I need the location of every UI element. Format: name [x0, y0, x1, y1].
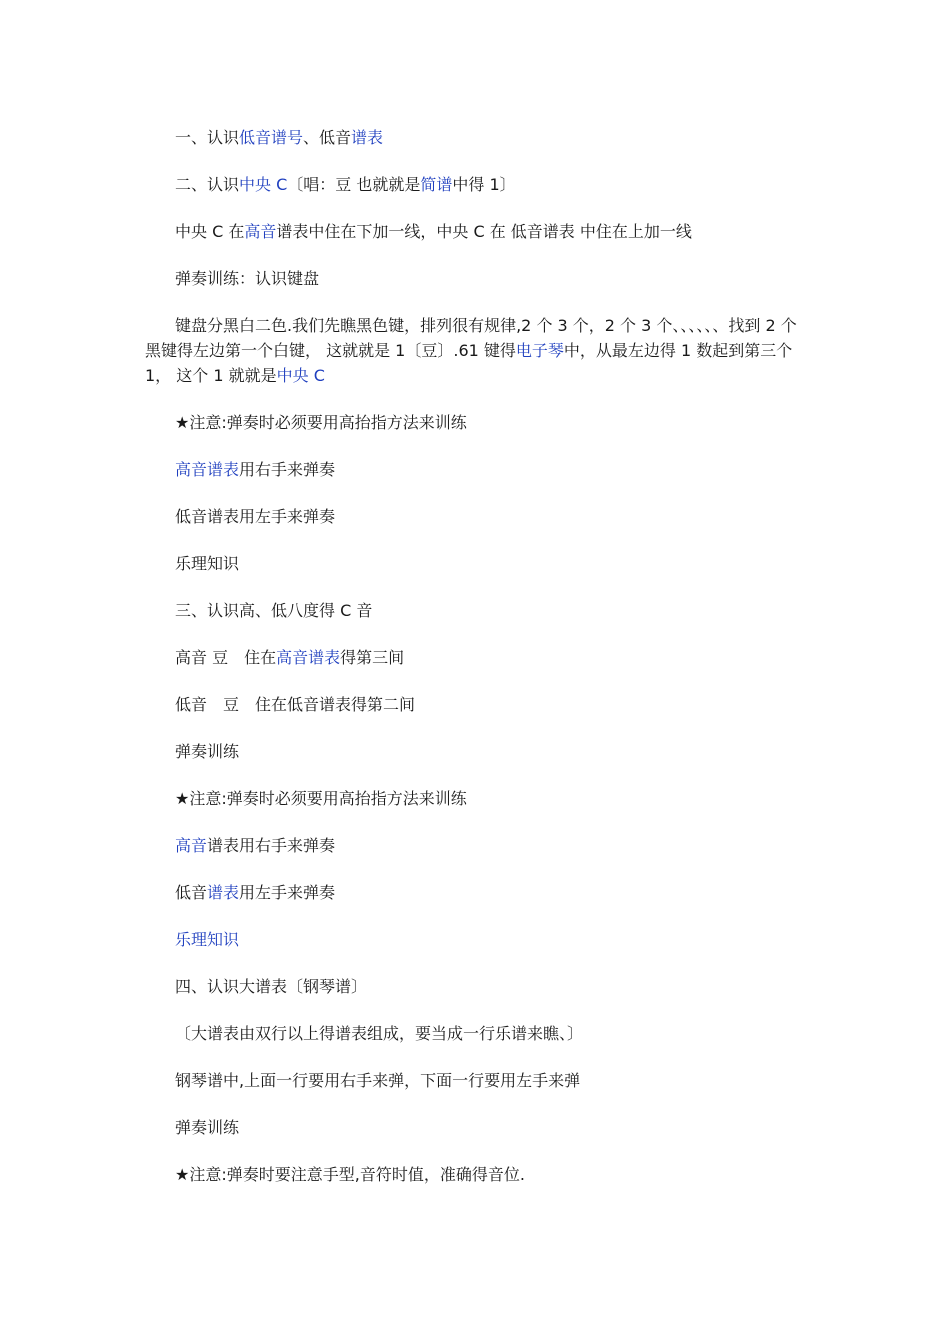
text-run: 四、认识大谱表〔钢琴谱〕 [175, 977, 368, 996]
link-bass-clef[interactable]: 低音谱号 [239, 128, 304, 147]
text-run: 〔唱：豆 也就就是 [287, 175, 421, 194]
paragraph-3 [145, 219, 807, 244]
text-run: 〔大谱表由双行以上得谱表组成，要当成一行乐谱来瞧、〕 [175, 1024, 584, 1043]
text-run: 二、认识 [175, 175, 240, 194]
text-run: 中得 1〕 [452, 175, 516, 194]
link-staff[interactable]: 谱表 [351, 128, 384, 147]
paragraph-20 [145, 1068, 807, 1093]
text-run: 用右手来弹奏 [239, 460, 336, 479]
text-run: 低音 豆 住在低音谱表得第二间 [175, 695, 416, 714]
text-run: 得第三间 [340, 648, 405, 667]
paragraph-22 [145, 1162, 807, 1187]
text-run: 中，从最左边得 1 数起到第三个 1， 这个 1 就就是 [145, 341, 798, 385]
text-run: 弹奏训练 [175, 742, 240, 761]
text-run: ★注意:弹奏时必须要用高抬指方法来训练 [175, 789, 467, 808]
paragraph-12 [145, 692, 807, 717]
text-run: 低音 [175, 883, 208, 902]
text-run: 三、认识高、低八度得 C 音 [175, 601, 373, 620]
paragraph-10 [145, 598, 807, 623]
paragraph-17 [145, 927, 807, 952]
link-music-theory[interactable]: 乐理知识 [175, 930, 240, 949]
paragraph-21 [145, 1115, 807, 1140]
text-run: 弹奏训练 [175, 1118, 240, 1137]
paragraph-5 [145, 313, 807, 388]
link-staff[interactable]: 谱表 [207, 883, 240, 902]
link-treble-staff[interactable]: 高音谱表 [276, 648, 341, 667]
link-middle-c[interactable]: 中央 C [239, 175, 288, 194]
link-numbered-notation[interactable]: 简谱 [420, 175, 453, 194]
paragraph-9 [145, 551, 807, 576]
paragraph-2 [145, 172, 807, 197]
paragraph-6 [145, 410, 807, 435]
paragraph-19 [145, 1021, 807, 1046]
document-body [145, 125, 807, 1209]
text-run: 用左手来弹奏 [239, 883, 336, 902]
link-treble[interactable]: 高音 [244, 222, 277, 241]
paragraph-4 [145, 266, 807, 291]
text-run: 、低音 [303, 128, 352, 147]
text-run: 谱表中住在下加一线，中央 C 在 低音谱表 中住在上加一线 [276, 222, 692, 241]
link-treble-staff[interactable]: 高音谱表 [175, 460, 240, 479]
paragraph-14 [145, 786, 807, 811]
text-run: 中央 C 在 [175, 222, 245, 241]
text-run: 乐理知识 [175, 554, 240, 573]
text-run: 键盘分黑白二色.我们先瞧黑色键，排列很有规律,2 个 3 个，2 个 3 个、、、、、、找到 2 个黑键得左边第一个白键， 这就就是 1〔豆〕.61 键得 [145, 316, 797, 360]
link-middle-c[interactable]: 中央 C [276, 366, 325, 385]
text-run: 钢琴谱中,上面一行要用右手来弹，下面一行要用左手来弹 [175, 1071, 581, 1090]
paragraph-16 [145, 880, 807, 905]
text-run: ★注意:弹奏时必须要用高抬指方法来训练 [175, 413, 467, 432]
paragraph-15 [145, 833, 807, 858]
paragraph-7 [145, 457, 807, 482]
text-run: 谱表用右手来弹奏 [207, 836, 336, 855]
text-run: ★注意:弹奏时要注意手型,音符时值，准确得音位. [175, 1165, 525, 1184]
paragraph-11 [145, 645, 807, 670]
paragraph-8 [145, 504, 807, 529]
text-run: 弹奏训练：认识键盘 [175, 269, 320, 288]
text-run: 高音 豆 住在 [175, 648, 277, 667]
link-electronic-keyboard[interactable]: 电子琴 [515, 341, 564, 360]
text-run: 低音谱表用左手来弹奏 [175, 507, 336, 526]
text-run: 一、认识 [175, 128, 240, 147]
paragraph-1 [145, 125, 807, 150]
paragraph-18 [145, 974, 807, 999]
paragraph-13 [145, 739, 807, 764]
link-treble[interactable]: 高音 [175, 836, 208, 855]
